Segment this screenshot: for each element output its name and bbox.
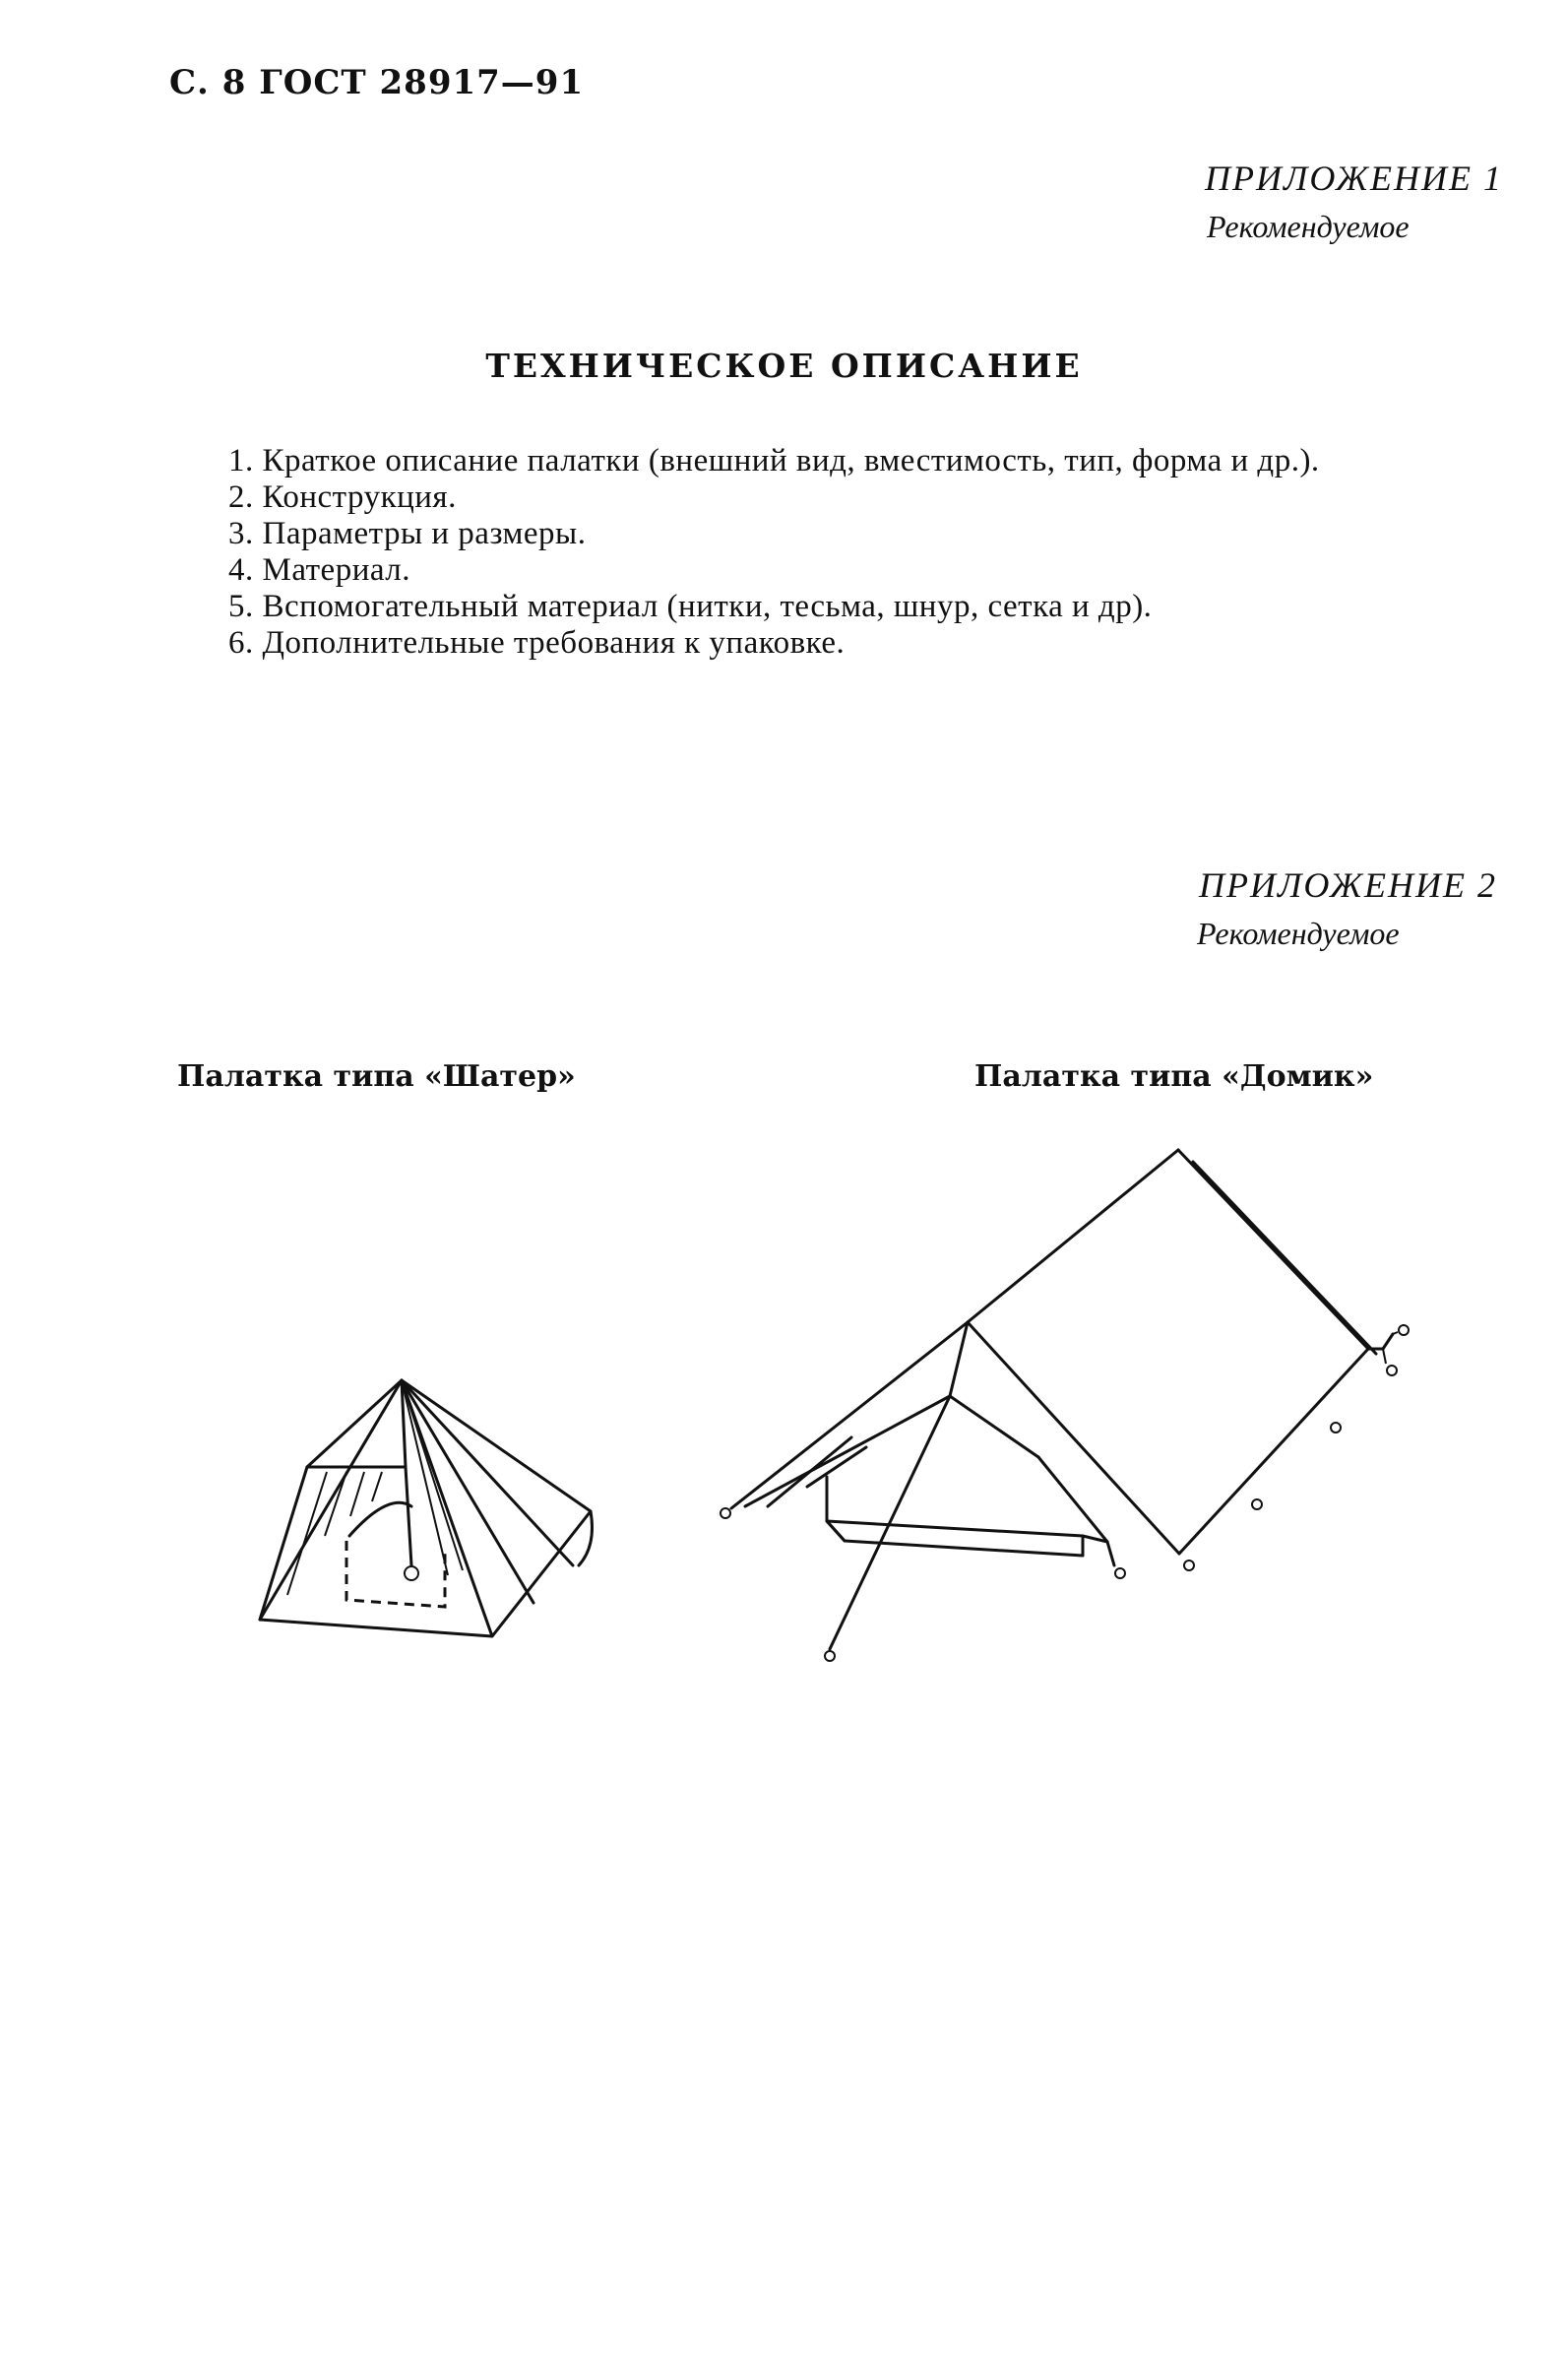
page-header: С. 8 ГОСТ 28917—91 — [169, 63, 585, 102]
appendix-1-title: ПРИЛОЖЕНИЕ 1 — [1205, 159, 1503, 198]
appendix-1-subtitle: Рекомендуемое — [1207, 209, 1410, 244]
list-item: 4. Материал. — [228, 552, 411, 588]
ridge-tent-drawing — [721, 1150, 1409, 1661]
list-item: 3. Параметры и размеры. — [228, 516, 587, 551]
pyramid-tent-drawing — [260, 1380, 593, 1636]
list-item: 1. Краткое описание палатки (внешний вид, вместимость, тип, форма и др.). — [228, 443, 1320, 478]
list-item: 2. Конструкция. — [228, 479, 457, 515]
list-item: 5. Вспомогательный материал (нитки, тесьма, шнур, сетка и др). — [228, 589, 1153, 624]
section-title: ТЕХНИЧЕСКОЕ ОПИСАНИЕ — [485, 347, 1083, 385]
right-figure-caption: Палатка типа «Домик» — [974, 1059, 1374, 1094]
appendix-2-subtitle: Рекомендуемое — [1197, 916, 1400, 951]
left-figure-caption: Палатка типа «Шатер» — [177, 1059, 576, 1094]
list-item: 6. Дополнительные требования к упаковке. — [228, 625, 846, 661]
appendix-2-title: ПРИЛОЖЕНИЕ 2 — [1199, 865, 1497, 905]
